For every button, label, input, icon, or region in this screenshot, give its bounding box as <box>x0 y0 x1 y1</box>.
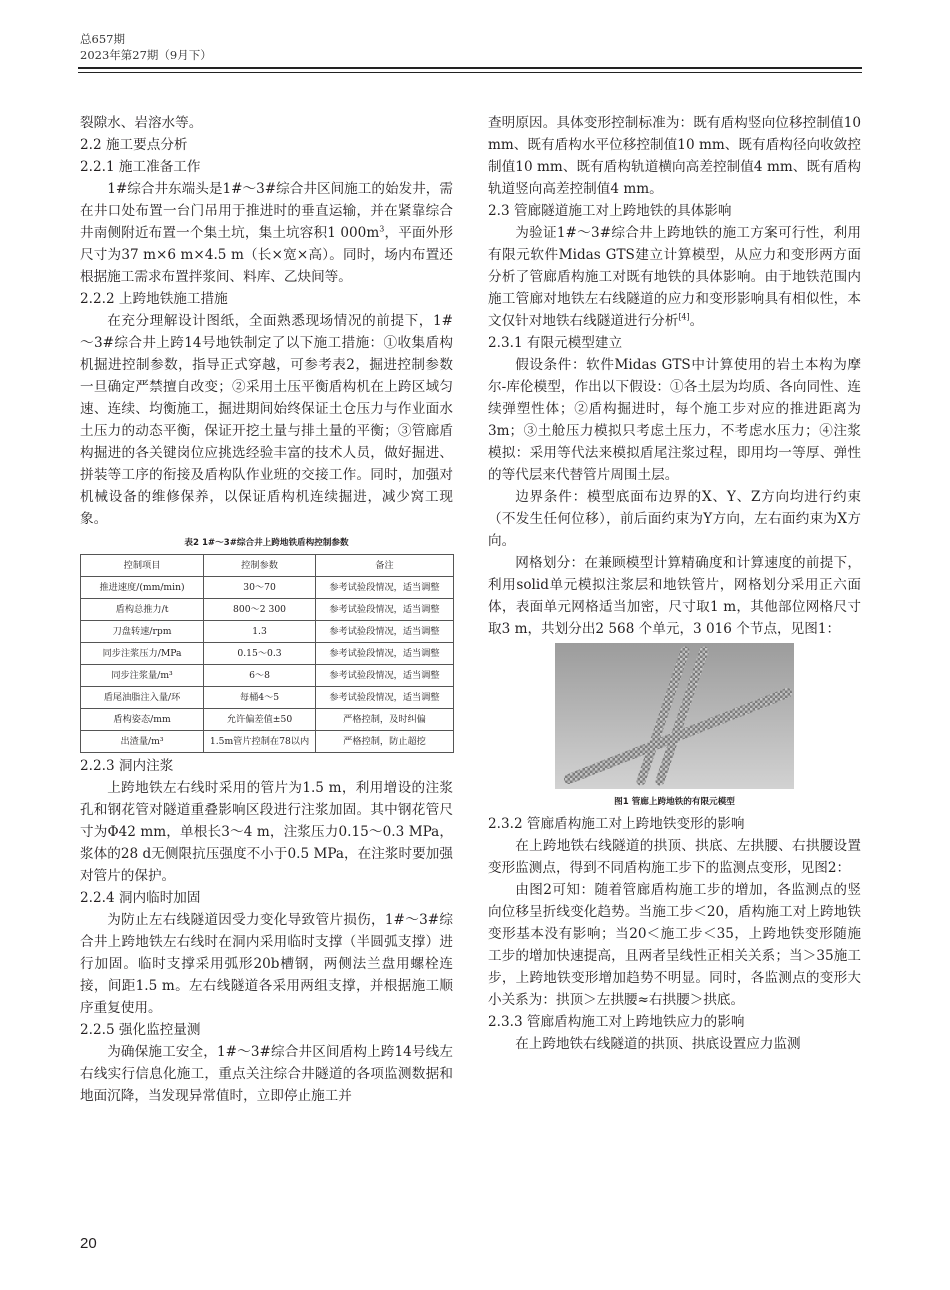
table-row <box>81 577 454 599</box>
table-cell: 每桶4～5 <box>204 687 316 709</box>
table-cell: 参考试验段情况，适当调整 <box>315 665 453 687</box>
table-cell: 同步注浆压力/MPa <box>81 643 204 665</box>
paragraph: 边界条件：模型底面布边界的X、Y、Z方向均进行约束（不发生任何位移），前后面约束为Y方向，左右面约束为X方向。 <box>488 489 861 549</box>
table-caption: 表2 1#～3#综合井上跨地铁盾构控制参数 <box>184 538 349 548</box>
control-parameter-table <box>80 554 454 753</box>
table-cell: 允许偏差值±50 <box>204 709 316 731</box>
table-cell: 推进速度/(mm/min) <box>81 577 204 599</box>
table-cell: 出渣量/m³ <box>81 731 204 753</box>
table-cell: 刀盘转速/rpm <box>81 621 204 643</box>
paragraph: 网格划分：在兼顾模型计算精确度和计算速度的前提下，利用solid单元模拟注浆层和地铁管片，网格划分采用正六面体，表面单元网格适当加密，尺寸取1 m，其他部位网格尺寸取3 m，共划分出2 568 个单元，3 016 个节点，见图1： <box>488 555 861 637</box>
paragraph: 在充分理解设计图纸，全面熟悉现场情况的前提下，1#～3#综合井上跨14号地铁制定了以下施工措施：①收集盾构机掘进控制参数，指导正式穿越，可参考表2，掘进控制参数一旦确定严禁擅自改变；②采用土压平衡盾构机在上跨区域匀速、连续、均衡施工，掘进期间始终保证土仓压力与作业面水土压力的动态平衡，保证开挖土量与排土量的平衡；③管廊盾构掘进的各关键岗位应挑选经验丰富的技术人员，做好掘进、拼装等工序的衔接及盾构队作业班的交接工作。同时，加强对机械设备的维修保养，以保证盾构机连续掘进，减少窝工现象。 <box>80 313 453 527</box>
table-row <box>81 687 454 709</box>
table-row <box>81 643 454 665</box>
subsection-heading: 2.3.2 管廊盾构施工对上跨地铁变形的影响 <box>488 816 745 832</box>
table-row <box>81 665 454 687</box>
table-cell: 6～8 <box>204 665 316 687</box>
journal-header <box>80 31 212 63</box>
table-cell: 0.15～0.3 <box>204 643 316 665</box>
table-cell: 参考试验段情况，适当调整 <box>315 643 453 665</box>
table-cell: 30～70 <box>204 577 316 599</box>
section-heading: 2.3 管廊隧道施工对上跨地铁的具体影响 <box>488 203 732 219</box>
subsection-heading: 2.2.4 洞内临时加固 <box>80 890 201 906</box>
section-heading: 2.2 施工要点分析 <box>80 137 188 153</box>
table-cell: 盾尾油脂注入量/环 <box>81 687 204 709</box>
text-run: ，平面外形尺寸为37 m×6 m×4.5 m（长×宽×高）。同时，场内布置还根据施工需求布置拌浆间、料库、乙炔间等。 <box>80 225 453 285</box>
page-number: 20 <box>80 1235 97 1252</box>
table-header-row <box>81 555 454 577</box>
table-cell: 参考试验段情况，适当调整 <box>315 599 453 621</box>
table-cell: 盾构总推力/t <box>81 599 204 621</box>
paragraph: 为确保施工安全，1#～3#综合井区间盾构上跨14号线左右线实行信息化施工，重点关注综合井隧道的各项监测数据和地面沉降，当发现异常值时，立即停止施工并 <box>80 1044 453 1104</box>
table-cell: 同步注浆量/m³ <box>81 665 204 687</box>
table-header-cell: 控制参数 <box>204 555 316 577</box>
table-cell: 严格控制，防止超挖 <box>315 731 453 753</box>
table-header-cell: 控制项目 <box>81 555 204 577</box>
table-cell: 参考试验段情况，适当调整 <box>315 577 453 599</box>
paragraph: 查明原因。具体变形控制标准为：既有盾构竖向位移控制值10 mm、既有盾构水平位移控制值10 mm、既有盾构径向收敛控制值10 mm、既有盾构轨道横向高差控制值4 mm、既有盾构轨道竖向高差控制值4 mm。 <box>488 115 861 197</box>
paragraph: 为防止左右线隧道因受力变化导致管片损伤，1#～3#综合井上跨地铁左右线时在洞内采用临时支撑（半圆弧支撑）进行加固。临时支撑采用弧形20b槽钢，两侧法兰盘用螺栓连接，间距1.5 m。左右线隧道各采用两组支撑，并根据施工顺序重复使用。 <box>80 912 453 1016</box>
table-cell: 800～2 300 <box>204 599 316 621</box>
paragraph: 由图2可知：随着管廊盾构施工步的增加，各监测点的竖向位移呈折线变化趋势。当施工步＜20，盾构施工对上跨地铁变形基本没有影响；当20＜施工步＜35，上跨地铁变形随施工步的增加快速提高，且两者呈线性正相关关系；当＞35施工步，上跨地铁变形增加趋势不明显。同时，各监测点的变形大小关系为：拱顶＞左拱腰≈右拱腰＞拱底。 <box>488 882 861 1008</box>
paragraph <box>488 222 861 332</box>
subsection-heading: 2.2.5 强化监控量测 <box>80 1022 201 1038</box>
table-cell: 1.3 <box>204 621 316 643</box>
superscript: 3 <box>379 224 385 234</box>
table-row <box>81 731 454 753</box>
issue-date: 2023年第27期（9月下） <box>80 48 212 62</box>
subsection-heading: 2.3.1 有限元模型建立 <box>488 335 623 351</box>
paragraph: 裂隙水、岩溶水等。 <box>80 115 203 131</box>
figure-caption: 图1 管廊上跨地铁的有限元模型 <box>614 797 735 807</box>
text-run: 为验证1#～3#综合井上跨地铁的施工方案可行性，利用有限元软件Midas GTS建立计算模型，从应力和变形两方面分析了管廊盾构施工对既有地铁的具体影响。由于地铁范围内施工管廊对地铁左右线隧道的应力和变形影响具有相似性，本文仅针对地铁右线隧道进行分析 <box>488 225 861 329</box>
left-column <box>80 112 453 1107</box>
table-cell: 1.5m管片控制在78以内 <box>204 731 316 753</box>
subsection-heading: 2.3.3 管廊盾构施工对上跨地铁应力的影响 <box>488 1014 745 1030</box>
right-column <box>488 112 861 1055</box>
text-run: 1#综合井东端头是1#～3#综合井区间施工的始发井，需在井口处布置一台门吊用于推进时的垂直运输，并在紧靠综合井南侧附近布置一个集土坑，集土坑容积1 000m <box>80 181 453 241</box>
paragraph: 上跨地铁左右线时采用的管片为1.5 m，利用增设的注浆孔和钢花管对隧道重叠影响区段进行注浆加固。其中钢花管尺寸为Φ42 mm，单根长3～4 m，注浆压力0.15～0.3 MPa，浆体的28 d无侧限抗压强度不小于0.5 MPa，在注浆时要加强对管片的保护。 <box>80 780 453 884</box>
paragraph <box>80 178 453 288</box>
table-cell: 参考试验段情况，适当调整 <box>315 621 453 643</box>
subsection-heading: 2.2.2 上跨地铁施工措施 <box>80 291 228 307</box>
paragraph: 在上跨地铁右线隧道的拱顶、拱底、左拱腰、右拱腰设置变形监测点，得到不同盾构施工步下的监测点变形，见图2： <box>488 838 861 876</box>
table-cell: 盾构姿态/mm <box>81 709 204 731</box>
text-run: 。 <box>689 313 704 329</box>
subsection-heading: 2.2.3 洞内注浆 <box>80 758 174 774</box>
fem-model-figure <box>555 643 794 789</box>
issue-total: 总657期 <box>80 32 125 46</box>
table-row <box>81 621 454 643</box>
table-cell: 参考试验段情况，适当调整 <box>315 687 453 709</box>
subsection-heading: 2.2.1 施工准备工作 <box>80 159 201 175</box>
table-header-cell: 备注 <box>315 555 453 577</box>
citation: [4] <box>678 312 690 322</box>
table-row <box>81 709 454 731</box>
paragraph: 在上跨地铁右线隧道的拱顶、拱底设置应力监测 <box>515 1036 801 1052</box>
paragraph: 假设条件：软件Midas GTS中计算使用的岩土本构为摩尔-库伦模型，作出以下假设：①各土层为均质、各向同性、连续弹塑性体；②盾构掘进时，每个施工步对应的推进距离为3m；③土舱压力模拟只考虑土压力，不考虑水压力；④注浆模拟：采用等代法来模拟盾尾注浆过程，即用均一等厚、弹性的等代层来代替管片周围土层。 <box>488 357 861 483</box>
fem-model-illustration <box>555 643 794 789</box>
table-cell: 严格控制，及时纠偏 <box>315 709 453 731</box>
table-row <box>81 599 454 621</box>
header-rule-thick <box>78 67 862 69</box>
header-rule-thin <box>78 72 862 73</box>
